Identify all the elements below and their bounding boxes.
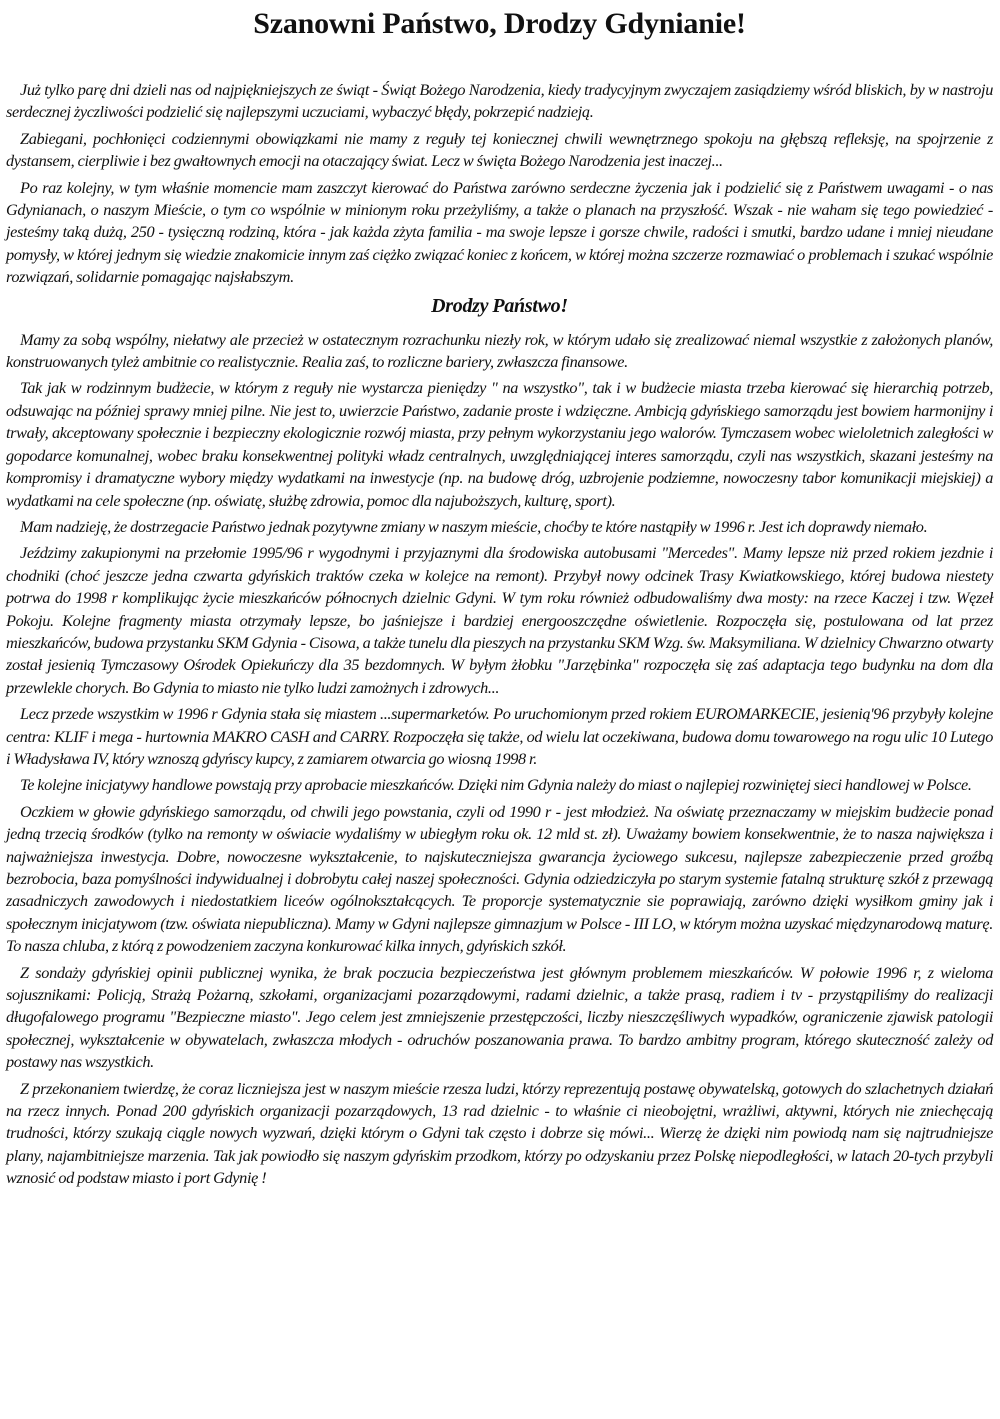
paragraph-budget: Tak jak w rodzinnym budżecie, w którym z reguły nie wystarcza pieniędzy " na wszystko", tak i w budżecie miasta trzeba kierować się hierarchią potrzeb, odsuwając na później sprawy mniej pilne. Nie jest to, uwierzcie Państwo, zadanie proste i wdzięczne. Ambicją gdyńskiego samorządu jest bowiem harmonijny i trwały, akceptowany społecznie i bezpieczny ekologicznie rozwój miasta, przy pełnym wykorzystaniu jego walorów. Tymczasem wobec wieloletnich zaległości w gopodarce komunalnej, wobec braku konsekwentnej polityki władz centralnych, uwzględniającej interes samorządu, czyli nas wszystkich, skazani jesteśmy na kompromisy i dramatyczne wybory między wydatkami na inwestycje (np. na budowę dróg, uzbrojenie podziemne, nowoczesny tabor komunikacji miejskiej) a wydatkami na cele społeczne (np. oświatę, służbę zdrowia, pomoc dla najuboższych, kulturę, sport).: [6, 378, 993, 510]
letter-body: [6, 79, 993, 1190]
paragraph-greetings: Po raz kolejny, w tym właśnie momencie mam zaszczyt kierować do Państwa zarówno serdeczne życzenia jak i podzielić się z Państwem uwagami - o nas Gdynianach, o naszym Mieście, o tym co wspólnie w minionym roku przeżyliśmy, a także o planach na przyszłość. Wszak - nie waham się tego powiedzieć - jesteśmy taką dużą, 250 - tysięczną rodziną, która - jak każda zżyta familia - ma swoje lepsze i gorsze chwile, radości i smutki, bardzo udane i mniej nieudane pomysły, w której jednym się wiedzie znakomicie innym zaś ciężko związać koniec z końcem, w której można szczerze rozmawiać o problemach i szukać wspólnie rozwiązań, solidarnie pomagając najsłabszym.: [6, 177, 993, 287]
paragraph-infrastructure: Jeździmy zakupionymi na przełomie 1995/96 r wygodnymi i przyjaznymi dla środowiska autobusami "Mercedes". Mamy lepsze niż przed rokiem jezdnie i chodniki (choć jeszcze jedna czwarta gdyńskich traktów czeka w kolejce na remont). Przybył nowy odcinek Trasy Kwiatkowskiego, której budowa niestety potrwa do 1998 r komplikując życie mieszkańców północnych dzielnic Gdyni. W tym roku również odbudowaliśmy dwa mosty: na rzece Kaczej i tzw. Węzeł Pokoju. Kolejne fragmenty miasta otrzymały lepsze, bo jaśniejsze i bardziej energooszczędne oświetlenie. Rozpoczęła się, postulowana od lat przez mieszkańców, budowa przystanku SKM Gdynia - Cisowa, a także tunelu dla pieszych na przystanku SKM Wzg. św. Maksymiliana. W dzielnicy Chwarzno otwarty został jesienią Tymczasowy Ośrodek Opiekuńczy dla 35 bezdomnych. W byłym żłobku "Jarzębinka" rozpoczęła się zaś adaptacja tego budynku na dom dla przewlekle chorych. Bo Gdynia to miasto nie tylko ludzi zamożnych i zdrowych...: [6, 543, 993, 697]
page-title: Szanowni Państwo, Drodzy Gdynianie!: [253, 7, 746, 40]
paragraph-supermarkets: Lecz przede wszystkim w 1996 r Gdynia stała się miastem ...supermarketów. Po uruchomionym przed rokiem EUROMARKECIE, jesienią'96 przybyły kolejne centra: KLIF i mega - hurtownia MAKRO CASH and CARRY. Rozpoczęła się także, od wielu lat oczekiwana, budowa domu towarowego na rogu ulic 10 Lutego i Władysława IV, który wznoszą gdyńscy kupcy, z zamiarem otwarcia go wiosną 1998 r.: [6, 704, 993, 768]
paragraph-christmas-intro: Już tylko parę dni dzieli nas od najpiękniejszych ze świąt - Świąt Bożego Narodzenia, kiedy tradycyjnym zwyczajem zasiądziemy wśród bliskich, by w nastroju serdecznej życzliwości podzielić się najlepszymi uczuciami, wybaczyć błędy, pokrzepić nadzieją.: [6, 80, 993, 122]
paragraph-safety: Z sondaży gdyńskiej opinii publicznej wynika, że brak poczucia bezpieczeństwa jest głównym problemem mieszkańców. W połowie 1996 r, z wieloma sojusznikami: Policją, Strażą Pożarną, szkołami, organizacjami pozarządowymi, radami dzielnic, a także prasą, radiem i tv - przystąpiliśmy do realizacji długofalowego programu "Bezpieczne miasto". Jego celem jest zmniejszenie przestępczości, liczby nieszczęśliwych wypadków, ograniczenie zjawisk patologii społecznej, wykształcenie w obywatelach, zwłaszcza młodych - odruchów poszanowania prawa. To bardzo ambitny program, którego skuteczność zależy od postawy nas wszystkich.: [6, 962, 993, 1072]
paragraph-education: Oczkiem w głowie gdyńskiego samorządu, od chwili jego powstania, czyli od 1990 r - jest młodzież. Na oświatę przeznaczamy w miejskim budżecie ponad jedną trzecią środków (tylko na remonty w oświacie wydaliśmy w ubiegłym roku ok. 12 mld st. zł). Uważamy bowiem konsekwentnie, że to nasza największa i najważniejsza inwestycja. Dobre, nowoczesne wykształcenie, to najskuteczniejsza gwarancja życiowego sukcesu, najlepsze zabezpieczenie przed groźbą bezrobocia, baza pomyślności indywidualnej i dobrobytu całej naszej społeczności. Gdynia odziedziczyła po starym systemie fatalną strukturę szkół z przewagą zasadniczych zawodowych i niedostatkiem liceów ogólnokształcących. Te proporcje systematycznie sie poprawiają, zarówno dzięki wysiłkom gminy jak i społecznym inicjatywom (tzw. oświata niepubliczna). Mamy w Gdyni najlepsze gimnazjum w Polsce - III LO, w którym można uzyskać międzynarodową maturę. To nasza chluba, z którą z powodzeniem zaczyna konkurować kilka innych, gdyńskich szkół.: [6, 801, 993, 956]
paragraph-retail-initiatives: Te kolejne inicjatywy handlowe powstają przy aprobacie mieszkańców. Dzięki nim Gdynia należy do miast o najlepiej rozwiniętej sieci handlowej w Polsce.: [20, 775, 972, 795]
paragraph-reflection: Zabiegani, pochłonięci codziennymi obowiązkami nie mamy z reguły tej koniecznej chwili wewnętrznego spokoju na głębszą refleksję, na spojrzenie z dystansem, cierpliwie i bez gwałtownych emocji na otaczający świat. Lecz w święta Bożego Narodzenia jest inaczej...: [6, 128, 993, 171]
paragraph-year-summary: Mamy za sobą wspólny, niełatwy ale przecież w ostatecznym rozrachunku niezły rok, w którym udało się zrealizować niemal wszystkie z założonych planów, konstruowanych tyleż ambitnie co realistycznie. Realia zaś, to rozliczne bariery, zwłaszcza finansowe.: [6, 329, 993, 372]
paragraph-civic-society: Z przekonaniem twierdzę, że coraz liczniejsza jest w naszym mieście rzesza ludzi, którzy reprezentują postawę obywatelską, gotowych do szlachetnych działań na rzecz innych. Ponad 200 gdyńskich organizacji pozarządowych, 13 rad dzielnic - to właśnie ci nieobojętni, wrażliwi, aktywni, których nie zniechęcają trudności, którzy szukają ciągle nowych wyzwań, dzięki którym o Gdyni tak często i dobrze się mówi... Wierzę że dzięki nim powiodą nam się najtrudniejsze plany, najambitniejsze marzenia. Tak jak powiodło się naszym gdyńskim przodkom, którzy po odzyskaniu przez Polskę niepodległości, w latach 20-tych przybyli wznosić od podstaw miasto i port Gdynię !: [6, 1078, 993, 1188]
section-subheading: Drodzy Państwo!: [431, 294, 568, 317]
paragraph-positive-changes: Mam nadzieję, że dostrzegacie Państwo jednak pozytywne zmiany w naszym mieście, choćby te które nastąpiły w 1996 r. Jest ich doprawdy niemało.: [20, 516, 928, 536]
